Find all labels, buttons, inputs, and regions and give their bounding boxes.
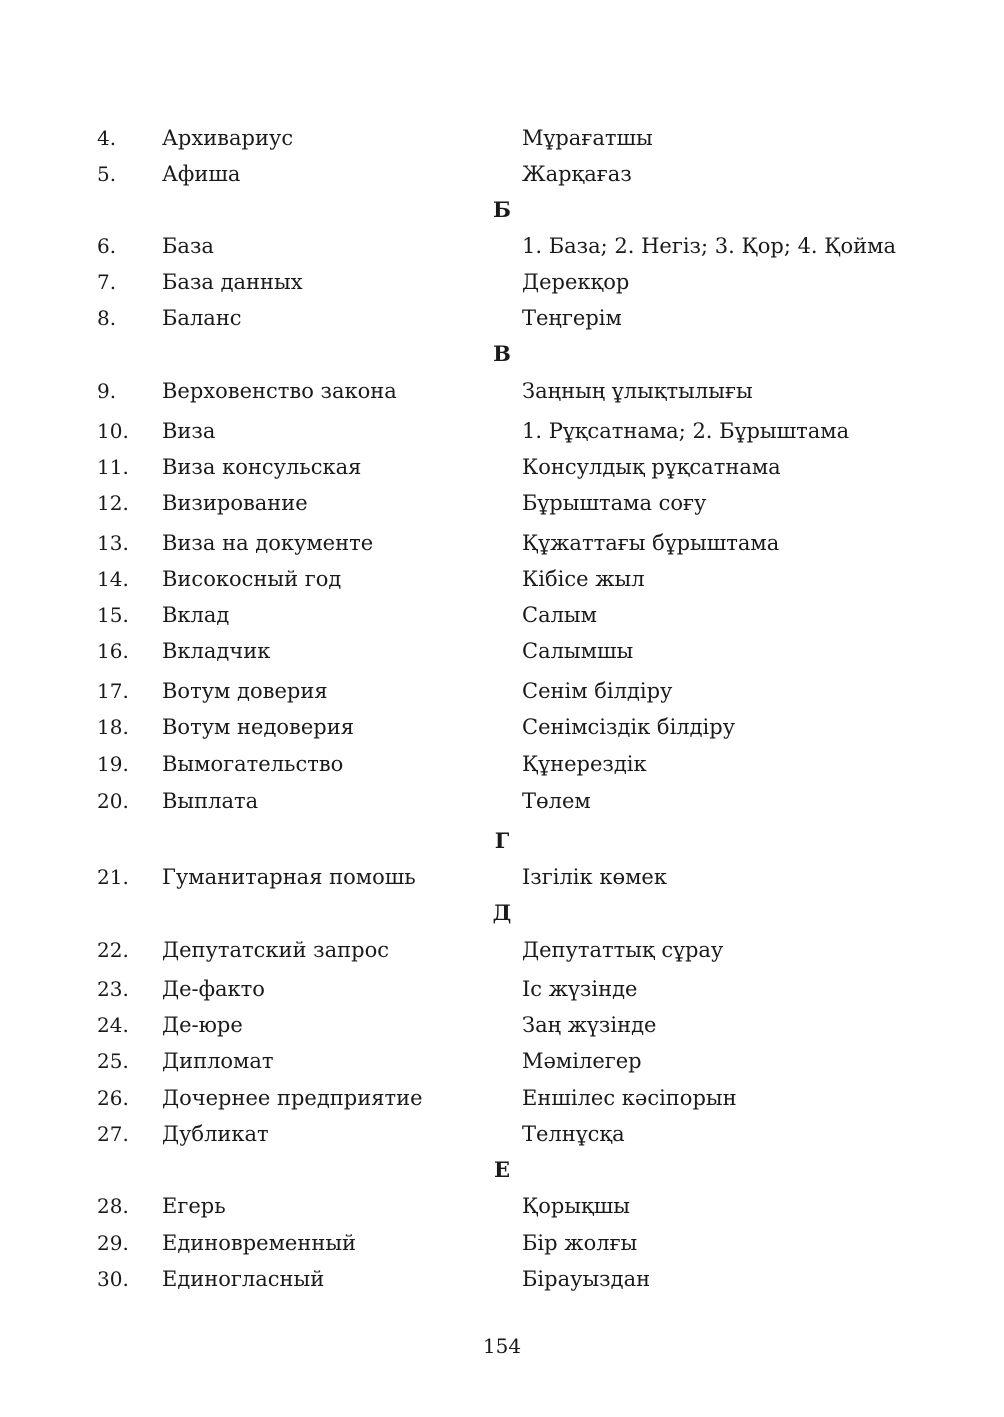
term-kazakh: Төлем [522,789,591,813]
glossary-entry [0,862,1004,892]
glossary-entry [0,786,1004,816]
term-kazakh: Сенімсіздік білдіру [522,715,736,739]
glossary-entry [0,303,1004,333]
entry-number: 9. [97,379,117,403]
entry-number: 28. [97,1194,129,1218]
term-kazakh: Мұрағатшы [522,126,653,150]
glossary-entry [0,231,1004,261]
term-russian: Баланс [162,306,242,330]
term-russian: Виза консульская [162,455,362,479]
term-russian: Вотум доверия [162,679,328,703]
section-letter [0,826,1004,856]
entry-number: 24. [97,1013,129,1037]
term-russian: Високосный год [162,567,342,591]
term-kazakh: Құнерездік [522,752,647,776]
glossary-entry [0,267,1004,297]
entry-number: 30. [97,1267,129,1291]
entry-number: 23. [97,977,129,1001]
term-russian: Вклад [162,603,230,627]
glossary-entry [0,1191,1004,1221]
entry-number: 14. [97,567,129,591]
glossary-entry [0,676,1004,706]
term-russian: Виза на документе [162,531,374,555]
glossary-entry [0,564,1004,594]
term-kazakh: Кібісе жыл [522,567,645,591]
term-kazakh: 1. Рұқсатнама; 2. Бұрыштама [522,419,850,443]
term-kazakh: Бірауыздан [522,1267,651,1291]
term-russian: Дубликат [162,1122,269,1146]
glossary-entry [0,1010,1004,1040]
section-letter-text: Г [494,828,510,853]
section-letter [0,898,1004,928]
term-kazakh: Іс жүзінде [522,977,638,1001]
term-kazakh: Телнұсқа [522,1122,625,1146]
term-russian: Депутатский запрос [162,938,389,962]
term-kazakh: Құжаттағы бұрыштама [522,531,780,555]
entry-number: 20. [97,789,129,813]
glossary-entry [0,452,1004,482]
glossary-entry [0,1264,1004,1294]
glossary-entry [0,123,1004,153]
page-number: 154 [482,1334,522,1358]
entry-number: 27. [97,1122,129,1146]
glossary-entry [0,1083,1004,1113]
term-russian: Де-юре [162,1013,243,1037]
term-kazakh: Дерекқор [522,270,630,294]
entry-number: 19. [97,752,129,776]
term-russian: Вымогательство [162,752,344,776]
glossary-entry [0,159,1004,189]
term-russian: Единогласный [162,1267,325,1291]
glossary-entry [0,416,1004,446]
term-russian: Афиша [162,162,241,186]
term-russian: Вкладчик [162,639,271,663]
glossary-entry [0,1119,1004,1149]
term-russian: База данных [162,270,303,294]
entry-number: 26. [97,1086,129,1110]
section-letter [0,339,1004,369]
term-russian: Виза [162,419,216,443]
entry-number: 29. [97,1231,129,1255]
glossary-entry [0,712,1004,742]
glossary-entry [0,488,1004,518]
section-letter [0,195,1004,225]
entry-number: 17. [97,679,129,703]
term-russian: Дочернее предприятие [162,1086,423,1110]
term-kazakh: Бұрыштама соғу [522,491,707,515]
entry-number: 18. [97,715,129,739]
glossary-entry [0,1046,1004,1076]
term-kazakh: Заң жүзінде [522,1013,657,1037]
entry-number: 8. [97,306,117,330]
entry-number: 25. [97,1049,129,1073]
entry-number: 6. [97,234,117,258]
section-letter [0,1155,1004,1185]
entry-number: 16. [97,639,129,663]
term-russian: Единовременный [162,1231,357,1255]
entry-number: 11. [97,455,129,479]
glossary-entry [0,636,1004,666]
glossary-entry [0,1228,1004,1258]
section-letter-text: Е [493,1157,510,1182]
entry-number: 21. [97,865,129,889]
section-letter-text: В [493,341,511,366]
entry-number: 13. [97,531,129,555]
entry-number: 22. [97,938,129,962]
glossary-entry [0,749,1004,779]
entry-number: 10. [97,419,129,443]
term-russian: Архивариус [162,126,294,150]
entry-number: 12. [97,491,129,515]
term-kazakh: Депутаттық сұрау [522,938,724,962]
entry-number: 5. [97,162,117,186]
entry-number: 4. [97,126,117,150]
term-kazakh: Жарқағаз [522,162,632,186]
term-kazakh: Бір жолғы [522,1231,638,1255]
section-letter-text: Д [492,900,512,925]
term-russian: Выплата [162,789,259,813]
term-russian: Де-факто [162,977,265,1001]
term-kazakh: Консулдық рұқсатнама [522,455,781,479]
glossary-entry [0,600,1004,630]
glossary-entry [0,528,1004,558]
glossary-entry [0,935,1004,965]
section-letter-text: Б [493,197,511,222]
term-russian: Визирование [162,491,308,515]
term-kazakh: 1. База; 2. Негіз; 3. Қор; 4. Қойма [522,234,897,258]
term-kazakh: Теңгерім [522,306,622,330]
entry-number: 7. [97,270,117,294]
term-russian: Верховенство закона [162,379,397,403]
entry-number: 15. [97,603,129,627]
term-russian: Дипломат [162,1049,274,1073]
term-kazakh: Салымшы [522,639,634,663]
term-russian: Егерь [162,1194,226,1218]
term-russian: Гуманитарная помошь [162,865,416,889]
term-kazakh: Сенім білдіру [522,679,673,703]
term-kazakh: Ізгілік көмек [522,865,667,889]
term-kazakh: Қорықшы [522,1194,631,1218]
term-kazakh: Салым [522,603,597,627]
glossary-entry [0,376,1004,406]
term-kazakh: Заңның ұлықтылығы [522,379,753,403]
term-russian: Вотум недоверия [162,715,354,739]
term-russian: База [162,234,214,258]
term-kazakh: Еншілес кәсіпорын [522,1086,737,1110]
glossary-entry [0,974,1004,1004]
term-kazakh: Мәмілегер [522,1049,642,1073]
